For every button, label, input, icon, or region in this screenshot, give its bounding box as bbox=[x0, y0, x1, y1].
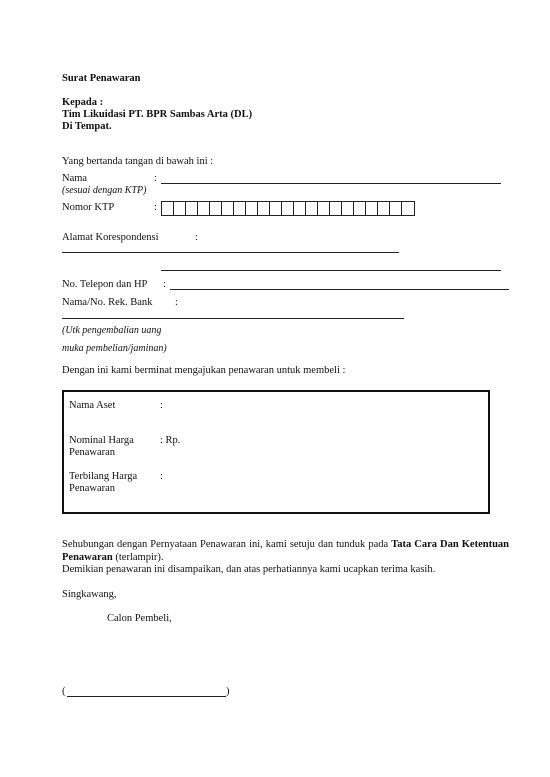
telepon-field-line[interactable] bbox=[170, 289, 509, 290]
signer-label: Calon Pembeli, bbox=[107, 613, 172, 624]
ktp-digit-cell[interactable] bbox=[378, 202, 390, 215]
ktp-digit-cell[interactable] bbox=[270, 202, 282, 215]
ktp-digit-cell[interactable] bbox=[294, 202, 306, 215]
telepon-label: No. Telepon dan HP bbox=[62, 279, 148, 290]
ktp-digit-cell[interactable] bbox=[318, 202, 330, 215]
ktp-label: Nomor KTP bbox=[62, 202, 115, 213]
closing-text: Demikian penawaran ini disampaikan, dan atas perhatiannya kami ucapkan terima kasih. bbox=[62, 564, 436, 575]
nama-label: Nama bbox=[62, 173, 88, 184]
ktp-digit-cell[interactable] bbox=[402, 202, 414, 215]
ktp-digit-cell[interactable] bbox=[162, 202, 174, 215]
offer-box bbox=[62, 390, 490, 514]
ktp-digit-cell[interactable] bbox=[390, 202, 402, 215]
ktp-digit-cell[interactable] bbox=[246, 202, 258, 215]
nama-field-line[interactable] bbox=[161, 183, 501, 184]
place-city: Singkawang, bbox=[62, 589, 117, 600]
ktp-number-boxes[interactable] bbox=[161, 201, 415, 216]
ktp-digit-cell[interactable] bbox=[234, 202, 246, 215]
ktp-digit-cell[interactable] bbox=[186, 202, 198, 215]
aset-label: Nama Aset bbox=[69, 400, 116, 411]
aset-colon[interactable]: : bbox=[160, 400, 163, 411]
rekening-field-line[interactable] bbox=[62, 318, 404, 319]
alamat-field-line-1[interactable] bbox=[62, 252, 399, 253]
ktp-digit-cell[interactable] bbox=[210, 202, 222, 215]
terbilang-label-1: Terbilang Harga bbox=[69, 471, 138, 482]
ktp-digit-cell[interactable] bbox=[258, 202, 270, 215]
telepon-colon: : bbox=[163, 279, 166, 290]
alamat-colon: : bbox=[195, 232, 198, 243]
ktp-digit-cell[interactable] bbox=[282, 202, 294, 215]
intro-text: Yang bertanda tangan di bawah ini : bbox=[62, 156, 214, 167]
rekening-label: Nama/No. Rek. Bank bbox=[62, 297, 153, 308]
rekening-colon: : bbox=[175, 297, 178, 308]
ktp-digit-cell[interactable] bbox=[174, 202, 186, 215]
kepada-label: Kepada : bbox=[62, 97, 104, 108]
nama-note: (sesuai dengan KTP) bbox=[62, 185, 147, 196]
letter-title: Surat Penawaran bbox=[62, 73, 141, 84]
ktp-digit-cell[interactable] bbox=[354, 202, 366, 215]
ktp-digit-cell[interactable] bbox=[198, 202, 210, 215]
agreement-bold: Tata Cara Dan Ketentuan Penawaran bbox=[62, 539, 510, 563]
interest-text: Dengan ini kami berminat mengajukan penawaran untuk membeli : bbox=[62, 365, 346, 376]
ktp-digit-cell[interactable] bbox=[366, 202, 378, 215]
signature-line[interactable] bbox=[67, 696, 226, 697]
agreement-paragraph bbox=[62, 538, 509, 564]
alamat-label: Alamat Korespondensi bbox=[62, 232, 159, 243]
ktp-colon: : bbox=[154, 202, 157, 213]
recipient-name: Tim Likuidasi PT. BPR Sambas Arta (DL) bbox=[62, 109, 253, 120]
rekening-note-1: (Utk pengembalian uang bbox=[62, 325, 162, 336]
nama-colon: : bbox=[154, 173, 157, 184]
terbilang-label-2: Penawaran bbox=[69, 483, 116, 494]
rekening-note-2: muka pembelian/jaminan) bbox=[62, 343, 167, 354]
terbilang-colon[interactable]: : bbox=[160, 471, 163, 482]
nominal-label-1: Nominal Harga bbox=[69, 435, 134, 446]
ktp-digit-cell[interactable] bbox=[330, 202, 342, 215]
signature-close: ) bbox=[226, 686, 230, 697]
agreement-text-before: Sehubungan dengan Pernyataan Penawaran ini, kami setuju dan tunduk pada bbox=[62, 539, 392, 550]
alamat-field-line-2[interactable] bbox=[161, 270, 501, 271]
nominal-value[interactable]: : Rp. bbox=[160, 435, 181, 446]
signature-open: ( bbox=[62, 686, 66, 697]
ktp-digit-cell[interactable] bbox=[306, 202, 318, 215]
ktp-digit-cell[interactable] bbox=[342, 202, 354, 215]
nominal-label-2: Penawaran bbox=[69, 447, 116, 458]
agreement-text-after: (terlampir). bbox=[112, 552, 164, 563]
ktp-digit-cell[interactable] bbox=[222, 202, 234, 215]
recipient-place: Di Tempat. bbox=[62, 121, 112, 132]
